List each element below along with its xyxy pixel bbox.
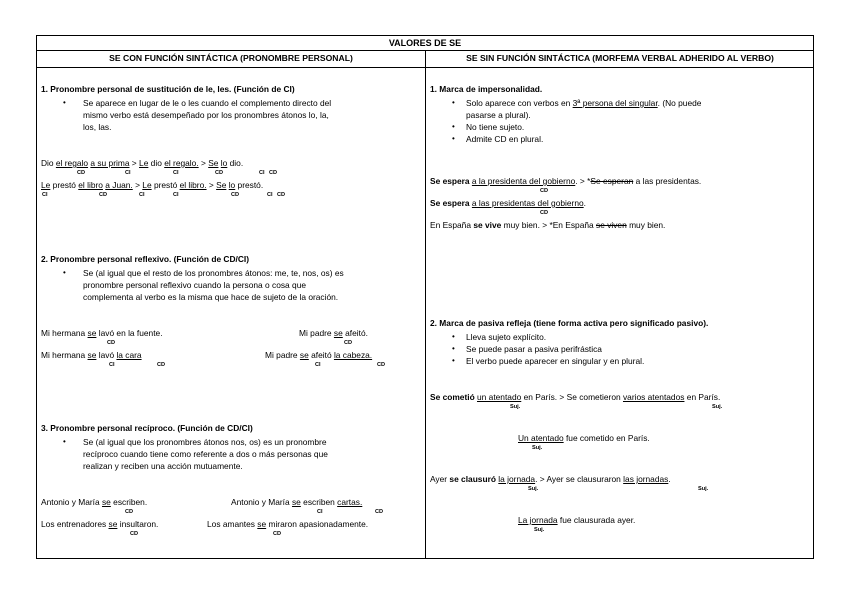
bullet: • bbox=[452, 344, 455, 353]
document-table bbox=[36, 35, 814, 559]
left-column bbox=[37, 50, 425, 558]
label-cd: CD bbox=[157, 362, 166, 368]
label-suj: Suj. bbox=[712, 404, 723, 410]
label-cd: CD bbox=[215, 170, 224, 176]
bullet-text-line: realizan y reciben una acción mutuamente. bbox=[83, 461, 243, 471]
example-line: Mi padre se afeitó la cabeza. bbox=[265, 350, 373, 360]
bullet-text-line: Se puede pasar a pasiva perifrástica bbox=[466, 344, 602, 354]
label-cd: CD bbox=[231, 192, 240, 198]
label-cd: CD bbox=[125, 509, 134, 515]
label-ci: CI bbox=[173, 192, 179, 198]
bullet: • bbox=[63, 98, 66, 107]
bullet: • bbox=[452, 122, 455, 131]
bullet: • bbox=[452, 98, 455, 107]
example-line: Se espera a las presidentas del gobierno. bbox=[430, 198, 586, 208]
example-line: La jornada fue clausurada ayer. bbox=[518, 515, 636, 525]
right-section-1-heading: 1. Marca de impersonalidad. bbox=[430, 84, 543, 94]
label-ci: CI bbox=[173, 170, 179, 176]
label-cd: CD bbox=[540, 210, 549, 216]
left-column-header: SE CON FUNCIÓN SINTÁCTICA (PRONOMBRE PERSONAL) bbox=[37, 50, 425, 68]
label-cd: CD bbox=[99, 192, 108, 198]
example-line: Antonio y María se escriben. bbox=[41, 497, 148, 507]
bullet-text-line: Solo aparece con verbos en 3ª persona del singular. (No puede bbox=[466, 98, 702, 108]
label-ci: CI bbox=[267, 192, 273, 198]
label-suj: Suj. bbox=[532, 445, 543, 451]
bullet-text-line: recíproco cuando tiene como referente a dos o más personas que bbox=[83, 449, 328, 459]
label-ci: CI bbox=[259, 170, 265, 176]
label-ci: CI bbox=[109, 362, 115, 368]
bullet: • bbox=[452, 356, 455, 365]
bullet-text-line: Lleva sujeto explícito. bbox=[466, 332, 547, 342]
label-cd: CD bbox=[375, 509, 384, 515]
label-suj: Suj. bbox=[510, 404, 521, 410]
bullet-text-line: Se (al igual que los pronombres átonos nos, os) es un pronombre bbox=[83, 437, 327, 447]
example-line: Se cometió un atentado en París. > Se cometieron varios atentados en París. bbox=[430, 392, 721, 402]
example-line: Los amantes se miraron apasionadamente. bbox=[207, 519, 369, 529]
example-line: En España se vive muy bien. > *En España se viven muy bien. bbox=[430, 220, 666, 230]
example-line: Los entrenadores se insultaron. bbox=[41, 519, 159, 529]
label-cd: CD bbox=[273, 531, 282, 537]
label-cd: CD bbox=[77, 170, 86, 176]
bullet-text-line: pronombre personal reflexivo cuando la persona o cosa que bbox=[83, 280, 307, 290]
bullet-text-line: Se (al igual que el resto de los pronombres átonos: me, te, nos, os) es bbox=[83, 268, 344, 278]
right-section-2-heading: 2. Marca de pasiva refleja (tiene forma activa pero significado pasivo). bbox=[430, 318, 709, 328]
example-line: Antonio y María se escriben cartas. bbox=[231, 497, 363, 507]
example-line: Mi hermana se lavó la cara bbox=[41, 350, 142, 360]
label-suj: Suj. bbox=[528, 486, 539, 492]
right-column-header: SE SIN FUNCIÓN SINTÁCTICA (MORFEMA VERBAL ADHERIDO AL VERBO) bbox=[426, 50, 814, 68]
left-section-1-heading: 1. Pronombre personal de sustitución de le, les. (Función de CI) bbox=[41, 84, 295, 94]
label-cd: CD bbox=[269, 170, 278, 176]
label-cd: CD bbox=[344, 340, 353, 346]
label-suj: Suj. bbox=[534, 527, 545, 533]
left-section-3-heading: 3. Pronombre personal recíproco. (Función de CD/CI) bbox=[41, 423, 253, 433]
label-ci: CI bbox=[42, 192, 48, 198]
bullet: • bbox=[452, 134, 455, 143]
label-cd: CD bbox=[377, 362, 386, 368]
bullet: • bbox=[452, 332, 455, 341]
bullet-text-line: Se aparece en lugar de le o les cuando el complemento directo del bbox=[83, 98, 332, 108]
bullet-text-line: mismo verbo está desempeñado por los pronombres átonos lo, la, bbox=[83, 110, 329, 120]
bullet-text-line: No tiene sujeto. bbox=[466, 122, 525, 132]
label-cd: CD bbox=[130, 531, 139, 537]
example-line: Dio el regalo a su prima > Le dio el regalo. > Se lo dio. bbox=[41, 158, 244, 168]
label-ci: CI bbox=[125, 170, 131, 176]
example-line: Mi hermana se lavó en la fuente. bbox=[41, 328, 163, 338]
example-line: Se espera a la presidenta del gobierno. > *Se esperan a las presidentas. bbox=[430, 176, 702, 186]
table-title: VALORES DE SE bbox=[37, 36, 813, 51]
label-cd: CD bbox=[540, 188, 549, 194]
bullet: • bbox=[63, 437, 66, 446]
right-column bbox=[426, 50, 814, 558]
bullet-text-line: Admite CD en plural. bbox=[466, 134, 544, 144]
bullet-text-line: complementa al verbo es la misma que hace de sujeto de la oración. bbox=[83, 292, 339, 302]
left-section-2-heading: 2. Pronombre personal reflexivo. (Función de CD/CI) bbox=[41, 254, 250, 264]
label-ci: CI bbox=[139, 192, 145, 198]
example-line: Mi padre se afeitó. bbox=[299, 328, 368, 338]
label-cd: CD bbox=[277, 192, 286, 198]
label-ci: CI bbox=[315, 362, 321, 368]
example-line: Un atentado fue cometido en París. bbox=[518, 433, 650, 443]
bullet-text-line: pasarse a plural). bbox=[466, 110, 531, 120]
bullet-text-line: los, las. bbox=[83, 122, 112, 132]
label-ci: CI bbox=[317, 509, 323, 515]
example-line: Le prestó el libro a Juan. > Le prestó el libro. > Se lo prestó. bbox=[41, 180, 264, 190]
example-line: Ayer se clausuró la jornada. > Ayer se clausuraron las jornadas. bbox=[430, 474, 671, 484]
label-suj: Suj. bbox=[698, 486, 709, 492]
label-cd: CD bbox=[107, 340, 116, 346]
bullet-text-line: El verbo puede aparecer en singular y en plural. bbox=[466, 356, 645, 366]
bullet: • bbox=[63, 268, 66, 277]
